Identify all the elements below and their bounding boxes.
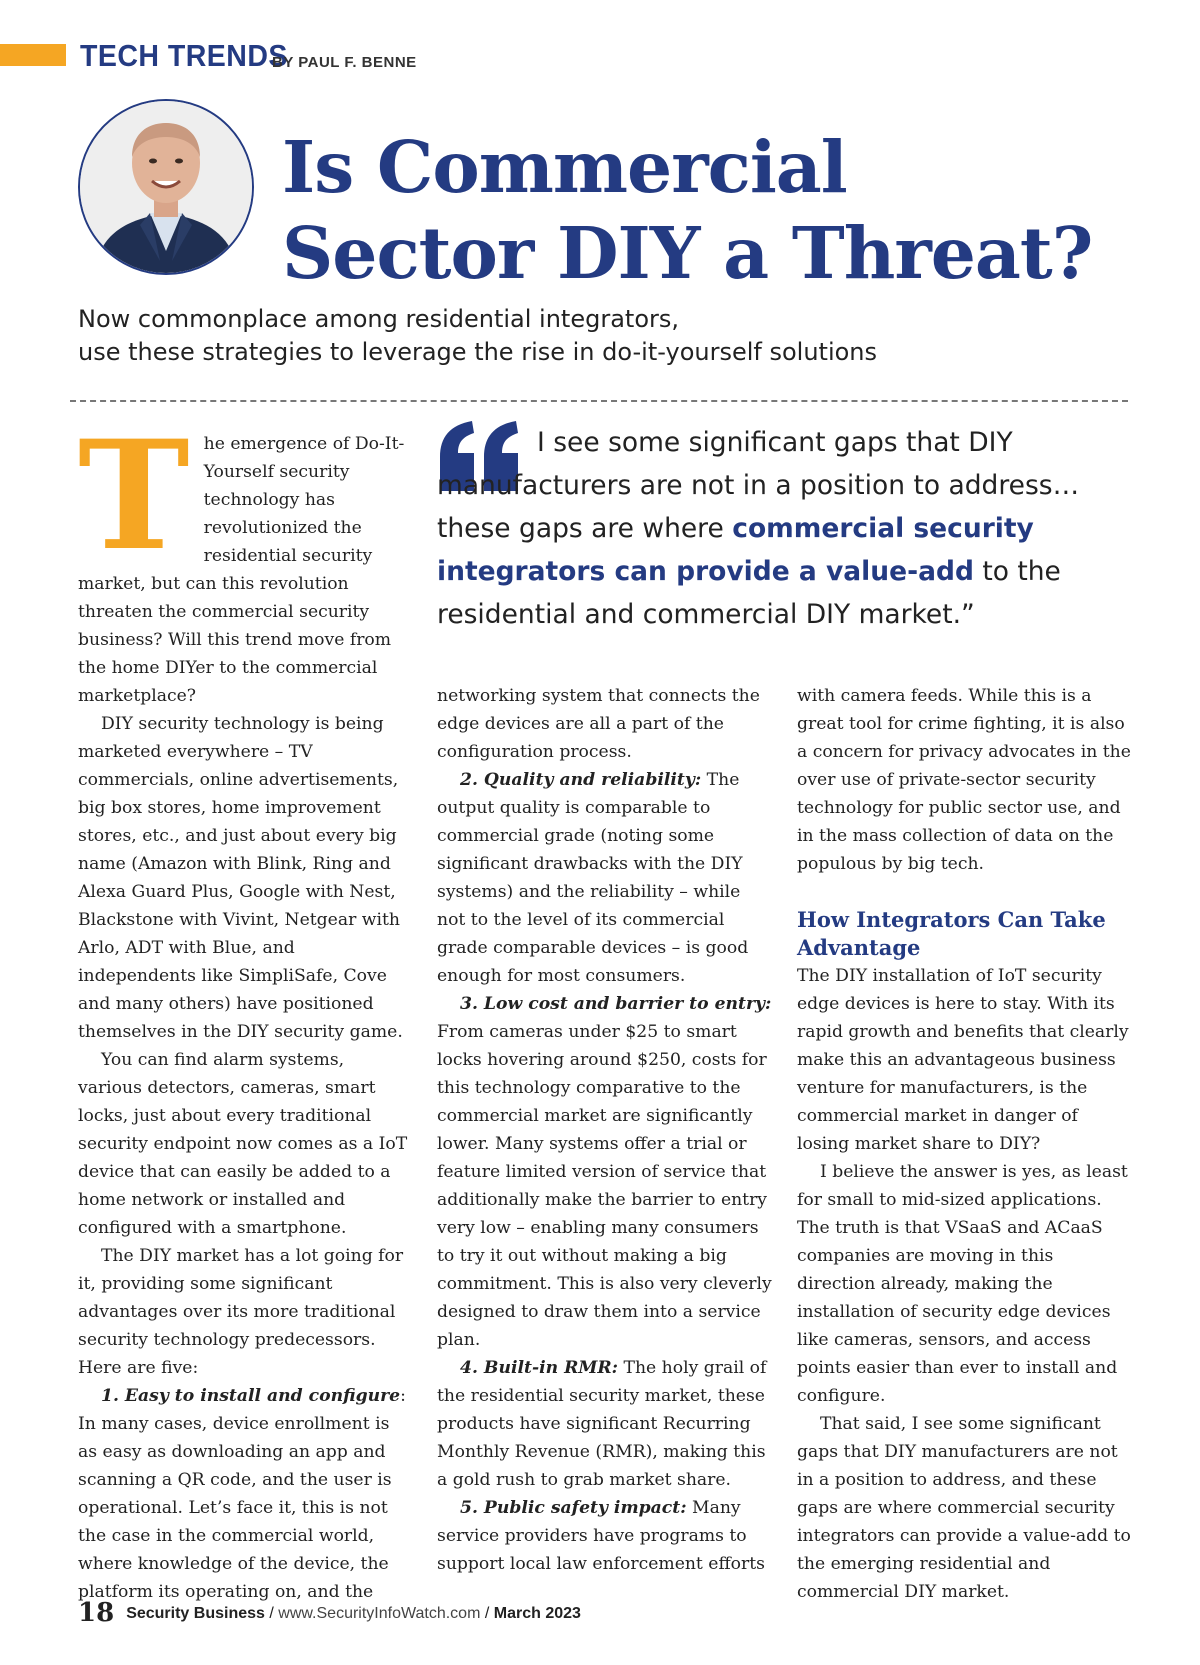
deck-line-2: use these strategies to leverage the rise in do-it-yourself solutions xyxy=(78,338,878,366)
article-column-2 xyxy=(437,682,772,1578)
list-item-5-lead: 5. Public safety impact: xyxy=(460,1498,687,1518)
page-number: 18 xyxy=(78,1598,115,1628)
intro-text: he emergence of Do-It-Yourself security technology has revolutionized the residential security market, but can this revolution threaten the commercial security business? Will this trend move from the home DIYer to the commercial marketplace? xyxy=(78,434,405,706)
article-column-1 xyxy=(78,408,410,1606)
list-item-4-lead: 4. Built-in RMR: xyxy=(460,1358,619,1378)
list-item-4-text: The holy grail of the residential security market, these products have significant Recurring Monthly Revenue (RMR), making this a gold rush to grab market share. xyxy=(437,1358,767,1490)
section-color-bar xyxy=(0,44,66,66)
body-paragraph: networking system that connects the edge devices are all a part of the configuration process. xyxy=(437,686,760,762)
body-paragraph: DIY security technology is being marketed everywhere – TV commercials, online advertisements, big box stores, home improvement stores, etc., and just about every big name (Amazon with Blink, Ring and Alexa Guard Plus, Google with Nest, Blackstone with Vivint, Netgear with Arlo, ADT with Blue, and independents like SimpliSafe, Cove and many others) have positioned themselves in the DIY security game. xyxy=(78,714,403,1042)
publication-url[interactable]: www.SecurityInfoWatch.com xyxy=(278,1605,481,1622)
pull-quote-text-2: to the residential and commercial DIY market.” xyxy=(437,556,1061,630)
author-portrait xyxy=(78,99,254,275)
pull-quote xyxy=(437,421,1127,636)
body-paragraph: You can find alarm systems, various detectors, cameras, smart locks, just about every traditional security endpoint now comes as a IoT device that can easily be added to a home network or installed and configured with a smartphone. xyxy=(78,1050,408,1238)
body-paragraph: The DIY installation of IoT security edge devices is here to stay. With its rapid growth and benefits that clearly make this an advantageous business venture for manufacturers, is the commercial market in danger of losing market share to DIY? xyxy=(797,966,1129,1154)
intro-paragraph xyxy=(78,408,410,710)
headline-line-1: Is Commercial xyxy=(282,125,847,209)
body-paragraph: That said, I see some significant gaps that DIY manufacturers are not in a position to address, and these gaps are where commercial security integrators can provide a value-add to the emerging residential and commercial DIY market. xyxy=(797,1414,1131,1602)
list-item-5-text: Many service providers have programs to support local law enforcement efforts xyxy=(437,1498,765,1574)
publication-name: Security Business xyxy=(126,1605,265,1622)
list-item-3 xyxy=(437,990,772,1354)
list-item-3-text: From cameras under $25 to smart locks hovering around $250, costs for this technology comparative to the commercial market are significantly lower. Many systems offer a trial or feature limited version of service that additionally make the barrier to entry very low – enabling many consumers to try it out without making a big commitment. This is also very cleverly designed to draw them into a service plan. xyxy=(437,1022,772,1350)
issue-date: March 2023 xyxy=(493,1605,581,1622)
article-column-3 xyxy=(797,682,1132,1606)
list-item-1-text: : In many cases, device enrollment is as easy as downloading an app and scanning a QR code, and the user is operational. Let’s face it, this is not the case in the commercial world, where knowledge of the device, the platform its operating on, and the xyxy=(78,1386,406,1602)
author-byline: BY PAUL F. BENNE xyxy=(272,54,417,71)
section-subhead: How Integrators Can Take Advantage xyxy=(797,907,1106,960)
dashed-divider xyxy=(70,400,1128,402)
headline-line-2: Sector DIY a Threat? xyxy=(282,211,1093,295)
deck-line-1: Now commonplace among residential integrators, xyxy=(78,305,679,333)
section-label: TECH TRENDS xyxy=(80,38,288,73)
list-item-1-lead: 1. Easy to install and configure xyxy=(101,1386,401,1406)
list-item-4 xyxy=(437,1354,772,1494)
pull-quote-emphasis: commercial security integrators can provide a value-add xyxy=(437,513,1034,587)
pull-quote-text-1: I see some significant gaps that DIY manufacturers are not in a position to address…these gaps are where xyxy=(437,427,1080,544)
page-footer xyxy=(78,1598,581,1628)
drop-cap: T xyxy=(78,408,190,584)
article-deck xyxy=(78,303,1078,369)
list-item-1 xyxy=(78,1382,410,1606)
footer-separator: / xyxy=(480,1605,494,1622)
author-photo-illustration xyxy=(80,101,252,273)
body-paragraph: I believe the answer is yes, as least for small to mid-sized applications. The truth is that VSaaS and ACaaS companies are moving in this direction already, making the installation of security edge devices like cameras, sensors, and access points easier than ever to install and configure. xyxy=(797,1162,1128,1406)
body-paragraph: with camera feeds. While this is a great tool for crime fighting, it is also a concern for privacy advocates in the over use of private-sector security technology for public sector use, and in the mass collection of data on the populous by big tech. xyxy=(797,686,1131,874)
list-item-2 xyxy=(437,766,772,990)
footer-separator: / xyxy=(264,1605,279,1622)
body-paragraph: The DIY market has a lot going for it, providing some significant advantages over its more traditional security technology predecessors. Here are five: xyxy=(78,1246,404,1378)
list-item-2-lead: 2. Quality and reliability: xyxy=(460,770,702,790)
list-item-5 xyxy=(437,1494,772,1578)
list-item-3-lead: 3. Low cost and barrier to entry: xyxy=(460,994,772,1014)
list-item-2-text: The output quality is comparable to commercial grade (noting some significant drawbacks with the DIY systems) and the reliability – while not to the level of its commercial grade comparable devices – is good enough for most consumers. xyxy=(437,770,749,986)
article-headline xyxy=(282,124,1182,296)
